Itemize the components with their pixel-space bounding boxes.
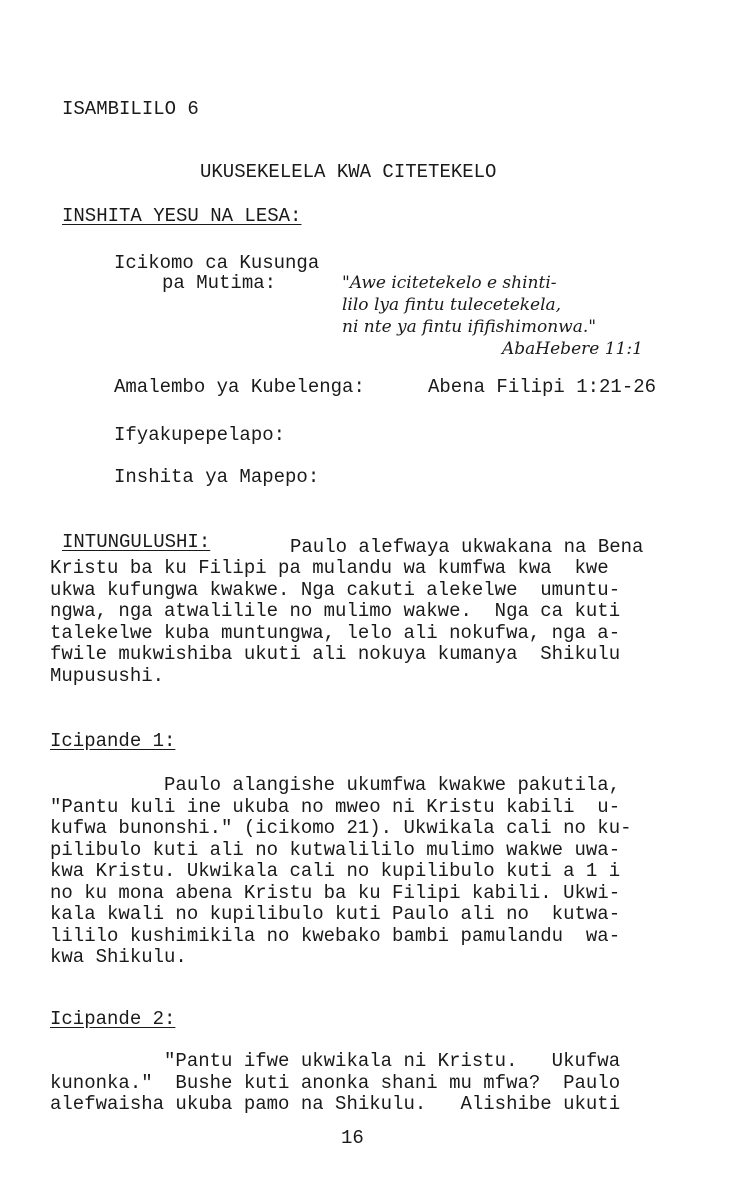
paragraph-line: lililo kushimikila no kwebako bambi pamulandu wa- — [50, 925, 621, 947]
paragraph-line: "Pantu ifwe ukwikala ni Kristu. Ukufwa — [50, 1050, 621, 1072]
page-title: UKUSEKELELA KWA CITETEKELO — [200, 161, 497, 183]
paragraph-line: kufwa bunonshi." (icikomo 21). Ukwikala cali no ku- — [50, 817, 632, 839]
intro-line: Mupusushi. — [50, 665, 165, 687]
paragraph-line: kwa Kristu. Ukwikala cali no kupilibulo kuti a 1 i — [50, 860, 621, 882]
memory-verse-label-line2: pa Mutima: — [162, 272, 277, 294]
goals-label: Ifyakupepelapo: — [114, 424, 286, 446]
part2-heading: Icipande 2: — [50, 1008, 176, 1030]
intro-line: ngwa, nga atwalilile no mulimo wakwe. Nga ca kuti — [50, 600, 621, 622]
reading-value: Abena Filipi 1:21-26 — [428, 376, 657, 398]
intro-line: Paulo alefwaya ukwakana na Bena — [290, 536, 644, 558]
intro-line: fwile mukwishiba ukuti ali nokuya kumanya Shikulu — [50, 643, 621, 665]
paragraph-line: alefwaisha ukuba pamo na Shikulu. Alishibe ukuti — [50, 1093, 621, 1115]
part1-heading: Icipande 1: — [50, 730, 176, 752]
paragraph-line: kwa Shikulu. — [50, 946, 187, 968]
paragraph-line: "Pantu kuli ine ukuba no mweo ni Kristu kabili u- — [50, 796, 621, 818]
paragraph-line: no ku mona abena Kristu ba ku Filipi kabili. Ukwi- — [50, 882, 621, 904]
intro-heading: INTUNGULUSHI: — [62, 531, 211, 553]
section-heading: INSHITA YESU NA LESA: — [62, 205, 302, 227]
paragraph-line: kunonka." Bushe kuti anonka shani mu mfwa? Paulo — [50, 1072, 621, 1094]
paragraph-line: pilibulo kuti ali no kutwalililo mulimo wakwe uwa- — [50, 839, 621, 861]
chapter-label: ISAMBILILO 6 — [62, 98, 199, 120]
prayer-label: Inshita ya Mapepo: — [114, 466, 320, 488]
intro-line: Kristu ba ku Filipi pa mulandu wa kumfwa kwa kwe — [50, 557, 609, 579]
page-number: 16 — [341, 1127, 364, 1149]
memory-verse-line2: lilo lya fintu tulecetekela, — [342, 295, 562, 315]
memory-verse-line1: "Awe icitetekelo e shinti- — [342, 273, 557, 293]
reading-label: Amalembo ya Kubelenga: — [114, 376, 365, 398]
intro-line: talekelwe kuba muntungwa, lelo ali nokufwa, nga a- — [50, 622, 621, 644]
memory-verse-reference: AbaHebere 11:1 — [502, 339, 643, 359]
paragraph-line: kala kwali no kupilibulo kuti Paulo ali no kutwa- — [50, 903, 621, 925]
memory-verse-label-line1: Icikomo ca Kusunga — [114, 252, 320, 274]
paragraph-line: Paulo alangishe ukumfwa kwakwe pakutila, — [50, 774, 621, 796]
intro-line: ukwa kufungwa kwakwe. Nga cakuti alekelwe umuntu- — [50, 579, 621, 601]
memory-verse-line3: ni nte ya fintu ififishimonwa." — [342, 317, 597, 337]
